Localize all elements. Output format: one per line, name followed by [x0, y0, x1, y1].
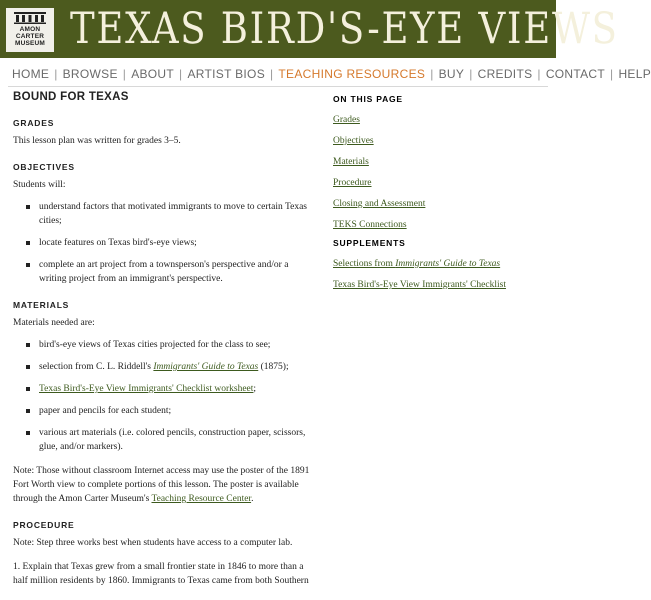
nav-item-help[interactable]: HELP: [618, 67, 651, 81]
nav-separator: |: [430, 67, 434, 81]
objectives-list: [13, 200, 313, 286]
nav-item-contact[interactable]: CONTACT: [545, 67, 606, 81]
sidebar-link-grades[interactable]: Grades: [333, 115, 360, 125]
objective-text: complete an art project from a townsperson's perspective and/or a writing project from an immigrant's perspective.: [39, 260, 289, 284]
bullet-icon: [26, 205, 30, 209]
bullet-icon: [26, 343, 30, 347]
list-item: [13, 338, 313, 352]
logo-line: MUSEUM: [14, 40, 46, 47]
nav-item-browse[interactable]: BROWSE: [62, 67, 118, 81]
grades-text: This lesson plan was written for grades 3–5.: [13, 136, 181, 146]
bullet-icon: [26, 431, 30, 435]
nav-divider: [8, 86, 548, 87]
sidebar-link-materials[interactable]: Materials: [333, 157, 369, 167]
materials-note: [13, 464, 313, 506]
bullet-icon: [26, 365, 30, 369]
bullet-icon: [26, 263, 30, 267]
material-text: (1875);: [258, 362, 289, 372]
bullet-icon: [26, 241, 30, 245]
objectives-heading: OBJECTIVES: [13, 162, 75, 172]
nav-separator: |: [54, 67, 58, 81]
material-text: ;: [253, 384, 257, 394]
list-item: [13, 258, 313, 286]
supplement-link-italic: Immigrants' Guide to Texas: [395, 259, 501, 269]
museum-building-icon: [14, 12, 46, 24]
sidebar-link-closing-assessment[interactable]: Closing and Assessment: [333, 199, 426, 209]
logo-text: [6, 26, 54, 47]
objective-text: understand factors that motivated immigrants to move to certain Texas cities;: [39, 202, 307, 226]
nav-separator: |: [270, 67, 274, 81]
on-this-page-heading: ON THIS PAGE: [333, 94, 403, 104]
nav-item-teaching-resources[interactable]: TEACHING RESOURCES: [278, 67, 426, 81]
immigrants-guide-link[interactable]: [153, 362, 258, 372]
sidebar-link-teks-connections[interactable]: TEKS Connections: [333, 220, 407, 230]
note-text: Note: Those without classroom Internet access may use the poster of the 1891 Fort Worth view to complete portions of this lesson. The poster is available through the Amon Carter Museum's: [13, 466, 310, 504]
nav-separator: |: [610, 67, 614, 81]
main-content: [13, 88, 313, 588]
logo-line: AMON: [19, 26, 41, 33]
supplement-link-checklist[interactable]: Texas Bird's-Eye View Immigrants' Checklist: [333, 280, 506, 290]
amon-carter-museum-logo[interactable]: [6, 8, 54, 52]
supplements-heading: SUPPLEMENTS: [333, 238, 406, 248]
list-item: [13, 200, 313, 228]
nav-item-home[interactable]: HOME: [12, 67, 50, 81]
nav-item-about[interactable]: ABOUT: [131, 67, 175, 81]
list-item: [13, 404, 313, 418]
materials-list: [13, 338, 313, 454]
material-text: various art materials (i.e. colored pencils, construction paper, scissors, glue, and/or markers).: [39, 428, 306, 452]
checklist-worksheet-link[interactable]: Texas Bird's-Eye View Immigrants' Checklist worksheet: [39, 384, 254, 394]
objective-text: locate features on Texas bird's-eye views;: [39, 238, 197, 248]
bullet-icon: [26, 387, 30, 391]
sidebar: [333, 88, 543, 292]
list-item: [13, 426, 313, 454]
sidebar-link-procedure[interactable]: Procedure: [333, 178, 372, 188]
nav-item-credits[interactable]: CREDITS: [477, 67, 533, 81]
procedure-heading: PROCEDURE: [13, 520, 75, 530]
materials-intro: Materials needed are:: [13, 318, 95, 328]
supplement-link-text: Selections from: [333, 259, 396, 269]
site-banner: [0, 0, 619, 58]
list-item: [13, 360, 313, 374]
procedure-step-1: 1. Explain that Texas grew from a small frontier state in 1846 to more than a half million residents by 1860. Immigrants to Texas came from both Southern: [13, 562, 309, 586]
immigrants-guide-link-text: Immigrants' Guide to Texas: [153, 362, 259, 372]
material-text: bird's-eye views of Texas cities projected for the class to see;: [39, 340, 271, 350]
list-item: [13, 236, 313, 250]
teaching-resource-center-link[interactable]: Teaching Resource Center: [151, 494, 252, 504]
page-title: BOUND FOR TEXAS: [13, 91, 129, 103]
procedure-note: Note: Step three works best when students have access to a computer lab.: [13, 538, 293, 548]
site-title[interactable]: TEXAS BIRD'S-EYE VIEWS: [70, 4, 619, 54]
materials-heading: MATERIALS: [13, 300, 70, 310]
nav-separator: |: [537, 67, 541, 81]
note-end: .: [251, 494, 254, 504]
supplement-link-immigrants-guide[interactable]: [333, 257, 543, 271]
list-item: [13, 382, 313, 396]
main-nav: [12, 66, 651, 82]
bullet-icon: [26, 409, 30, 413]
grades-heading: GRADES: [13, 118, 55, 128]
nav-separator: |: [469, 67, 473, 81]
nav-separator: |: [122, 67, 127, 81]
nav-item-buy[interactable]: BUY: [438, 67, 465, 81]
nav-item-artist-bios[interactable]: ARTIST BIOS: [187, 67, 265, 81]
objectives-intro: Students will:: [13, 180, 66, 190]
nav-separator: |: [179, 67, 183, 81]
sidebar-link-objectives[interactable]: Objectives: [333, 136, 374, 146]
logo-line: CARTER: [15, 33, 45, 40]
material-text: selection from C. L. Riddell's: [39, 362, 154, 372]
material-text: paper and pencils for each student;: [39, 406, 172, 416]
